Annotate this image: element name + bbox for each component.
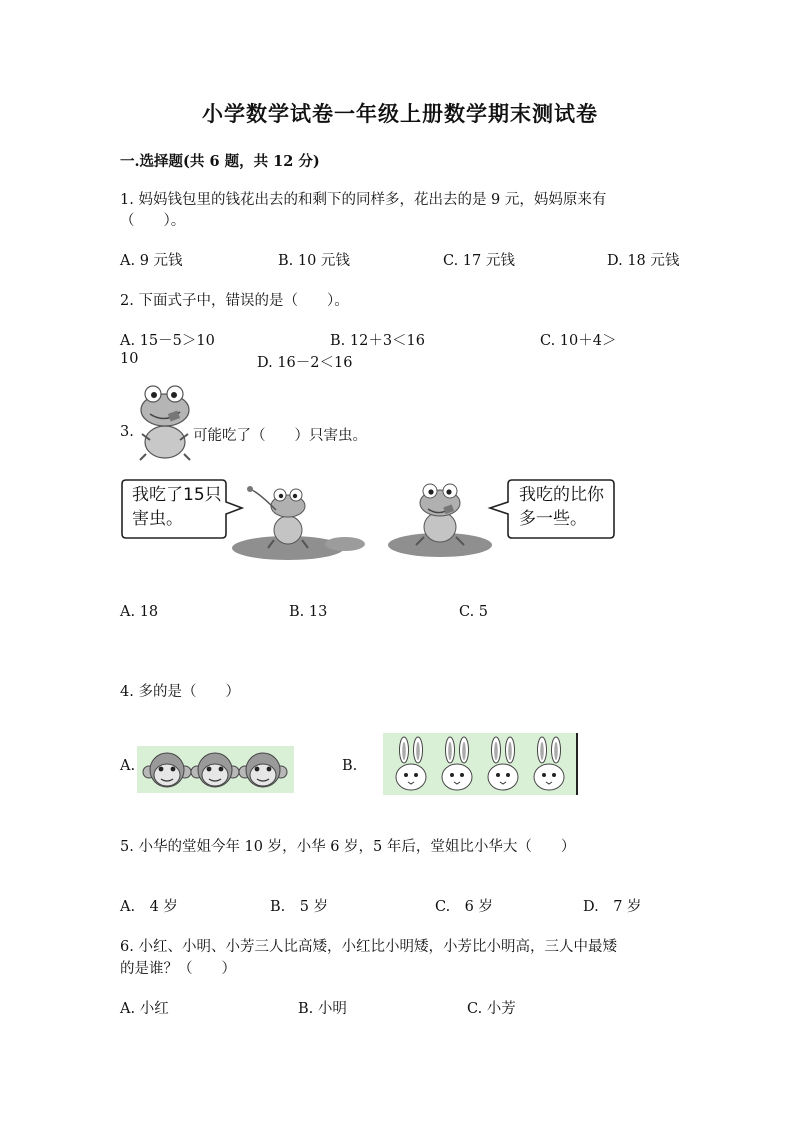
question-2-text: 2. 下面式子中，错误的是（ ）。: [120, 293, 349, 309]
bubble-left-line1: 我吃了15只: [132, 485, 222, 505]
bubble-left-line2: 害虫。: [132, 509, 183, 529]
frog-on-lilypad-left-icon: [230, 484, 365, 564]
question-1-text-line2: （ ）。: [120, 213, 186, 229]
rabbit-icon: [534, 737, 564, 790]
question-4-option-b: B.: [342, 758, 358, 774]
rabbit-icon: [442, 737, 472, 790]
question-1-option-b: B. 10 元钱: [278, 253, 350, 269]
monkey-icon: [143, 753, 191, 787]
frog-icon: [136, 384, 194, 462]
question-2-option-c-cont: 10: [120, 351, 139, 367]
question-5-text: 5. 小华的堂姐今年 10 岁，小华 6 岁，5 年后，堂姐比小华大（ ）: [120, 839, 576, 855]
question-1-option-c: C. 17 元钱: [443, 253, 515, 269]
question-6-option-c: C. 小芳: [467, 1001, 516, 1017]
monkey-icon: [191, 753, 239, 787]
frog-on-lilypad-right-icon: [388, 481, 498, 561]
question-2-option-d: D. 16－2＜16: [257, 355, 353, 371]
question-1-text-line1: 1. 妈妈钱包里的钱花出去的和剩下的同样多，花出去的是 9 元，妈妈原来有: [120, 192, 607, 208]
question-3-option-a: A. 18: [120, 604, 159, 620]
bubble-right-line2: 多一些。: [519, 509, 587, 529]
rabbit-icon: [488, 737, 518, 790]
question-1-option-d: D. 18 元钱: [607, 253, 680, 269]
question-3-number: 3.: [120, 424, 134, 440]
question-5-option-d: D. 7 岁: [583, 899, 642, 915]
question-6-option-b: B. 小明: [298, 1001, 347, 1017]
question-3-option-c: C. 5: [459, 604, 489, 620]
question-1-option-a: A. 9 元钱: [120, 253, 183, 269]
question-4-option-a: A.: [120, 758, 136, 774]
question-6-text-line1: 6. 小红、小明、小芳三人比高矮，小红比小明矮，小芳比小明高，三人中最矮: [120, 939, 617, 955]
rabbit-icon: [396, 737, 426, 790]
page-title: 小学数学试卷一年级上册数学期末测试卷: [202, 101, 598, 126]
question-6-text-line2: 的是谁？（ ）: [120, 961, 236, 977]
monkey-icon: [239, 753, 287, 787]
question-5-option-c: C. 6 岁: [435, 899, 494, 915]
question-3-option-b: B. 13: [289, 604, 328, 620]
question-3-text: 可能吃了（ ）只害虫。: [193, 428, 367, 444]
question-2-option-a: A. 15－5＞10: [120, 333, 215, 349]
question-2-option-b: B. 12＋3＜16: [330, 333, 426, 349]
section-heading: 一.选择题(共 6 题，共 12 分): [120, 153, 320, 170]
monkeys-image: [137, 746, 294, 793]
bubble-right-line1: 我吃的比你: [519, 485, 604, 505]
rabbits-image: [383, 733, 578, 795]
question-5-option-b: B. 5 岁: [270, 899, 329, 915]
question-6-option-a: A. 小红: [120, 1001, 169, 1017]
question-2-option-c: C. 10＋4＞: [540, 333, 617, 349]
question-4-text: 4. 多的是（ ）: [120, 684, 240, 700]
question-5-option-a: A. 4 岁: [120, 899, 178, 915]
